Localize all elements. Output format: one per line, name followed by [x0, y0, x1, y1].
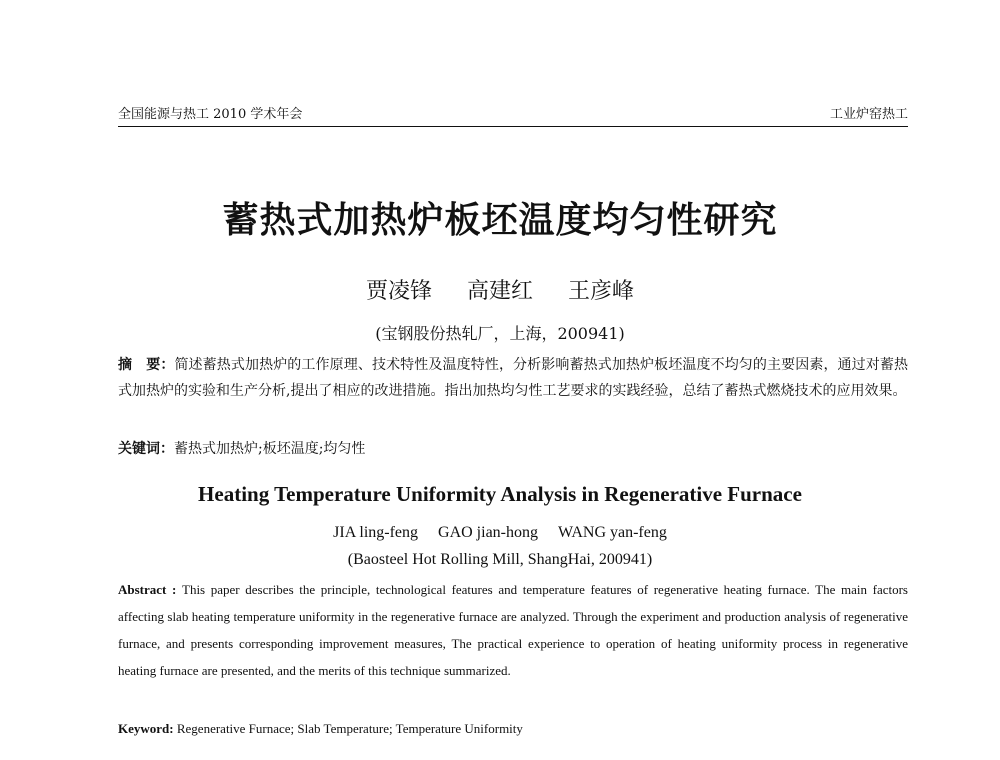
english-abstract-label: Abstract : [118, 582, 182, 597]
chinese-abstract-text: 简述蓄热式加热炉的工作原理、技术特性及温度特性，分析影响蓄热式加热炉板坯温度不均匀的主要因素，通过对蓄热式加热炉的实验和生产分析,提出了相应的改进措施。指出加热均匀性工艺要求的实践经验，总结了蓄热式燃烧技术的应用效果。 [118, 357, 908, 399]
chinese-title: 蓄热式加热炉板坯温度均匀性研究 [222, 199, 778, 241]
author-en-3: WANG yan-feng [558, 524, 667, 541]
chinese-abstract [118, 352, 908, 404]
english-authors [0, 522, 1000, 544]
english-keywords-label: Keyword: [118, 721, 174, 736]
english-keywords [118, 718, 908, 740]
chinese-authors [0, 277, 1000, 307]
chinese-abstract-label: 摘 要： [118, 357, 175, 373]
author-en-1: JIA ling-feng [333, 524, 419, 541]
author-cn-1: 贾凌锋 [365, 279, 432, 304]
author-cn-3: 王彦峰 [568, 279, 635, 304]
section-name: 工业炉窑热工 [829, 107, 908, 122]
running-header [118, 104, 908, 127]
author-en-2: GAO jian-hong [438, 524, 538, 541]
chinese-affiliation: (宝钢股份热轧厂，上海，200941) [375, 324, 625, 343]
chinese-keywords-text: 蓄热式加热炉;板坯温度;均匀性 [174, 441, 366, 457]
english-title: Heating Temperature Uniformity Analysis in Regenerative Furnace [198, 482, 802, 506]
english-abstract-text: This paper describes the principle, technological features and temperature features of regenerative heating furnace. The main factors affecting slab heating temperature uniformity in the regenerative furnace are analyzed. Through the experiment and production analysis of regenerative furnace, and presents corresponding improvement measures, The practical experience to operation of heating uniformity process in regenerative heating furnace are presented, and the merits of this technique summarized. [118, 582, 908, 678]
english-affiliation: (Baosteel Hot Rolling Mill, ShangHai, 200941) [347, 551, 653, 568]
chinese-keywords [118, 438, 908, 460]
chinese-keywords-label: 关键词： [118, 441, 174, 457]
author-cn-2: 高建红 [466, 279, 533, 304]
conference-name: 全国能源与热工 2010 学术年会 [118, 107, 303, 122]
english-abstract [118, 576, 908, 684]
english-keywords-text: Regenerative Furnace; Slab Temperature; Temperature Uniformity [176, 721, 523, 736]
